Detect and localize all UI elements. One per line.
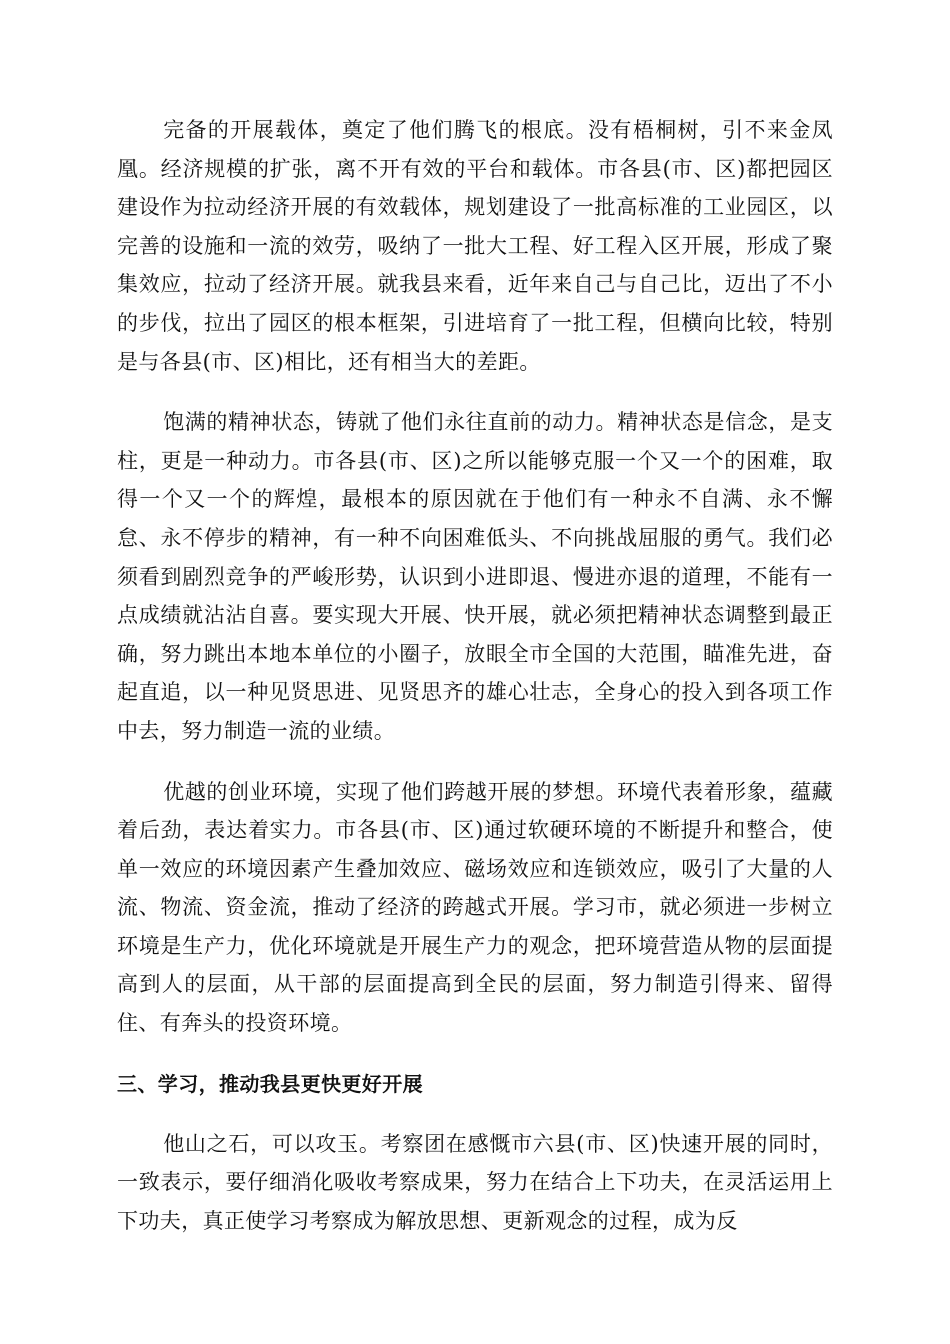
section-heading: 三、学习，推动我县更快更好开展: [117, 1071, 423, 1096]
document-page: [117, 111, 833, 1262]
paragraph-learning: 他山之石，可以攻玉。考察团在感慨市六县(市、区)快速开展的同时，一致表示，要仔细消化吸收考察成果，努力在结合上下功夫，在灵活运用上下功夫，真正使学习考察成为解放思想、更新观念的过程，成为反: [117, 1131, 833, 1233]
paragraph-spiritual-state: 饱满的精神状态，铸就了他们永往直前的动力。精神状态是信念，是支柱，更是一种动力。市各县(市、区)之所以能够克服一个又一个的困难，取得一个又一个的辉煌，最根本的原因就在于他们有一种永不自满、永不懈怠、永不停步的精神，有一种不向困难低头、不向挑战屈服的勇气。我们必须看到剧烈竞争的严峻形势，认识到小进即退、慢进亦退的道理，不能有一点成绩就沾沾自喜。要实现大开展、快开展，就必须把精神状态调整到最正确，努力跳出本地本单位的小圈子，放眼全市全国的大范围，瞄准先进，奋起直追，以一种见贤思进、见贤思齐的雄心壮志，全身心的投入到各项工作中去，努力制造一流的业绩。: [117, 410, 833, 743]
paragraph-business-environment: 优越的创业环境，实现了他们跨越开展的梦想。环境代表着形象，蕴藏着后劲，表达着实力。市各县(市、区)通过软硬环境的不断提升和整合，使单一效应的环境因素产生叠加效应、磁场效应和连锁效应，吸引了大量的人流、物流、资金流，推动了经济的跨越式开展。学习市，就必须进一步树立环境是生产力，优化环境就是开展生产力的观念，把环境营造从物的层面提高到人的层面，从干部的层面提高到全民的层面，努力制造引得来、留得住、有奔头的投资环境。: [117, 779, 833, 1036]
paragraph-development-carrier: 完备的开展载体，奠定了他们腾飞的根底。没有梧桐树，引不来金凤凰。经济规模的扩张，离不开有效的平台和载体。市各县(市、区)都把园区建设作为拉动经济开展的有效载体，规划建设了一批高标准的工业园区，以完善的设施和一流的效劳，吸纳了一批大工程、好工程入区开展，形成了聚集效应，拉动了经济开展。就我县来看，近年来自己与自己比，迈出了不小的步伐，拉出了园区的根本框架，引进培育了一批工程，但横向比较，特别是与各县(市、区)相比，还有相当大的差距。: [117, 118, 833, 374]
